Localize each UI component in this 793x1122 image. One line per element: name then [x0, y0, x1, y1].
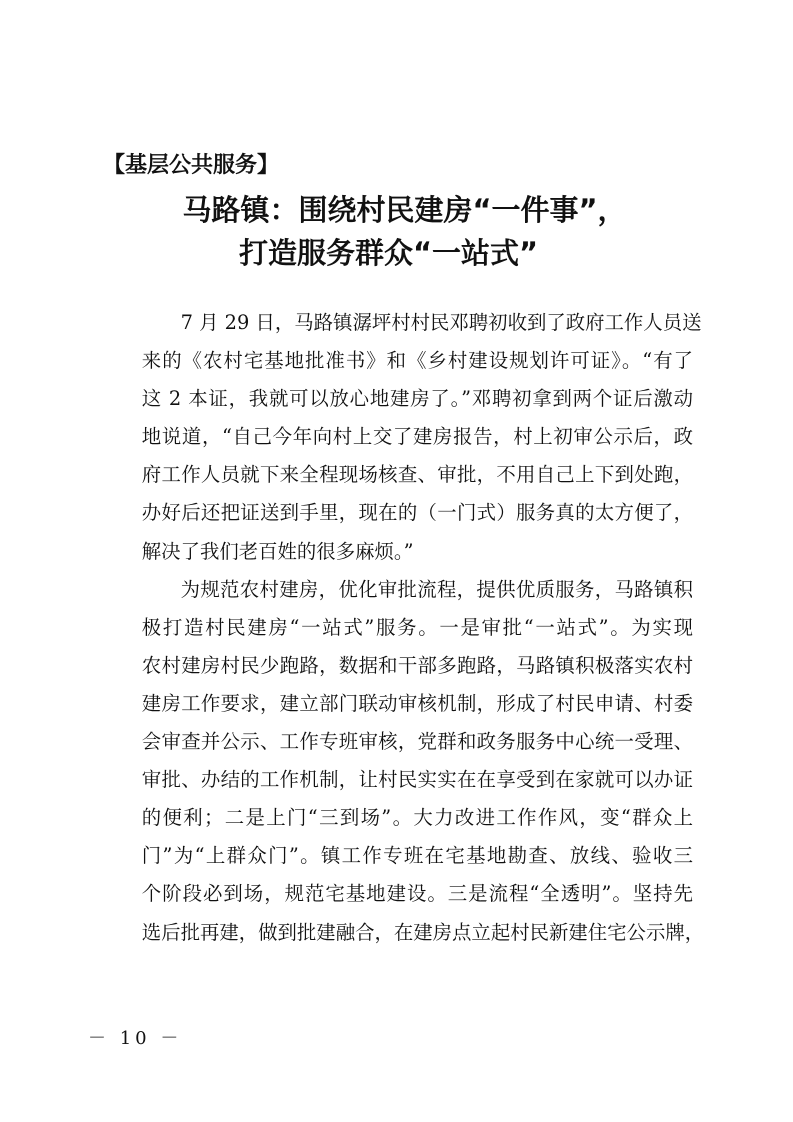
paragraph-line: 选后批再建，做到批建融合，在建房点立起村民新建住宅公示牌，: [141, 920, 705, 944]
paragraph-line: 府工作人员就下来全程现场核查、审批，不用自己上下到处跑，: [141, 463, 693, 487]
paragraph-line: 来的《农村宅基地批准书》和《乡村建设规划许可证》。“有了: [141, 349, 693, 373]
paragraph-line: 个阶段必到场，规范宅基地建设。三是流程“全透明”。坚持先: [141, 882, 693, 906]
paragraph-line: 7 月 29 日，马路镇潺坪村村民邓聘初收到了政府工作人员送: [180, 311, 702, 334]
paragraph-line: 审批、办结的工作机制，让村民实实在在享受到在家就可以办证: [141, 768, 693, 792]
title-line-2: 打造服务群众“一站式”: [238, 236, 539, 270]
paragraph-line: 办好后还把证送到手里，现在的（一门式）服务真的太方便了，: [141, 501, 693, 525]
section-tag: 【基层公共服务】: [103, 153, 280, 178]
paragraph-line: 农村建房村民少跑路，数据和干部多跑路，马路镇积极落实农村: [141, 653, 693, 677]
title-line-1: 马路镇：围绕村民建房“一件事”，: [182, 193, 627, 227]
paragraph-line: 解决了我们老百姓的很多麻烦。”: [141, 539, 414, 563]
paragraph-line: 为规范农村建房，优化审批流程，提供优质服务，马路镇积: [180, 577, 693, 601]
paragraph-line: 极打造村民建房“一站式”服务。一是审批“一站式”。为实现: [141, 615, 693, 639]
paragraph-1: [103, 304, 702, 571]
paragraph-line: 这 2 本证，我就可以放心地建房了。”邓聘初拿到两个证后激动: [141, 387, 693, 411]
paragraph-line: 门”为“上群众门”。镇工作专班在宅基地勘查、放线、验收三: [141, 844, 693, 868]
paragraph-line: 会审查并公示、工作专班审核，党群和政务服务中心统一受理、: [141, 730, 693, 754]
paragraph-line: 的便利；二是上门“三到场”。大力改进工作作风，变“群众上: [141, 806, 693, 830]
paragraph-2: [103, 571, 705, 952]
page-number: － 10 －: [88, 1028, 183, 1049]
paragraph-line: 地说道，“自己今年向村上交了建房报告，村上初审公示后，政: [141, 425, 693, 449]
article-body: [103, 304, 705, 952]
paragraph-line: 建房工作要求，建立部门联动审核机制，形成了村民申请、村委: [141, 691, 693, 715]
